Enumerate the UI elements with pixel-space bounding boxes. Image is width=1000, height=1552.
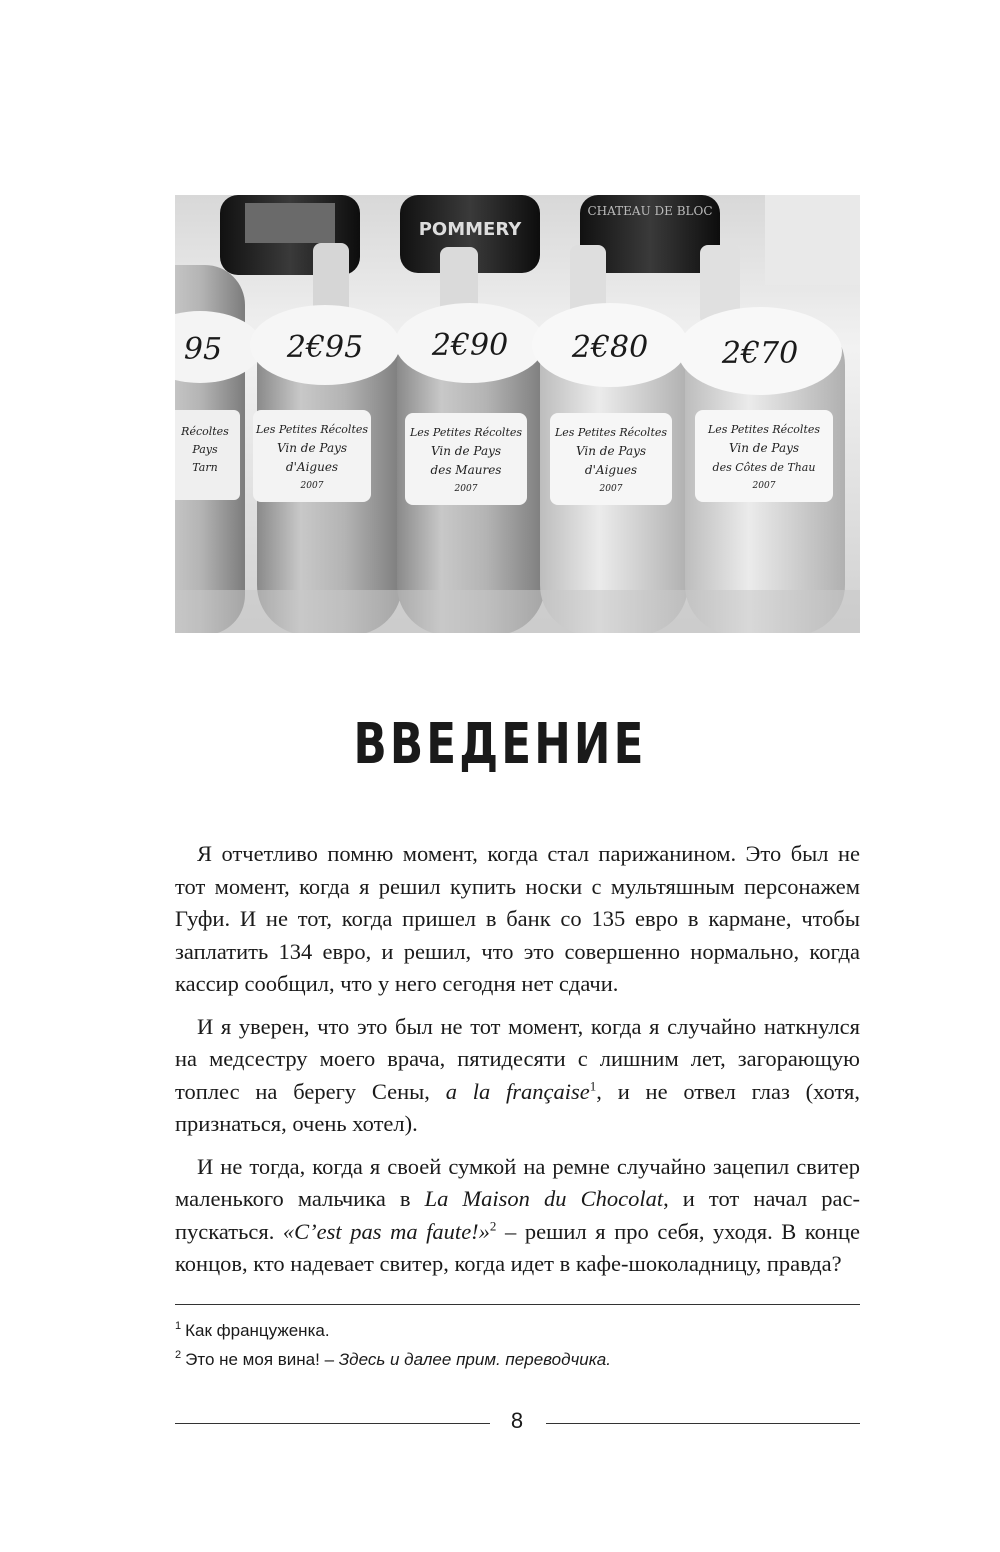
footnote-1: $^1$ Как француженка. xyxy=(175,1320,330,1340)
price-tag-2: 2€95 xyxy=(286,330,364,365)
italic-phrase: La Maison du Chocolat xyxy=(424,1186,664,1211)
svg-text:des Maures: des Maures xyxy=(430,463,502,477)
bottle-label-4 xyxy=(550,413,672,505)
footnote-ref-1: 1 xyxy=(589,1078,597,1093)
pommery-brand: POMMERY xyxy=(418,219,522,240)
body-text xyxy=(175,838,860,1291)
wine-bottles-photo xyxy=(175,195,860,633)
footnote-2: $^2$ Это не моя вина! – Здесь и далее прим. переводчика. xyxy=(175,1349,611,1369)
page-number-rule-left xyxy=(175,1423,490,1424)
bottle-label-5 xyxy=(695,410,833,502)
footnotes xyxy=(175,1316,860,1374)
price-tag-3: 2€90 xyxy=(431,328,509,363)
bottle-label-3 xyxy=(405,413,527,505)
page-number-rule-right xyxy=(546,1423,860,1424)
footnote-ref-2: 2 xyxy=(489,1218,497,1233)
svg-text:d'Aigues: d'Aigues xyxy=(584,463,638,477)
paragraph-3: И не тогда, когда я своей сумкой на ремне случайно зацепил свитер маленького мальчика в La Maison du Chocolat, и тот начал распускаться. «C’est pas ma faute!»$^2$ – решил я про себя, уходя. В конце концов, кто надевает свитер, когда идет в кафе-шоколадницу, правда? xyxy=(175,1153,860,1276)
svg-text:Les Petites Récoltes: Les Petites Récoltes xyxy=(707,423,821,436)
svg-text:Les Petites Récoltes: Les Petites Récoltes xyxy=(255,423,369,436)
bottle-label-2 xyxy=(253,410,371,502)
chateau-brand: CHATEAU DE BLOC xyxy=(587,204,713,218)
footnote-divider xyxy=(175,1304,860,1305)
price-tag-4: 2€80 xyxy=(571,330,649,365)
svg-text:2007: 2007 xyxy=(454,484,478,494)
svg-text:Les Petites Récoltes: Les Petites Récoltes xyxy=(409,426,523,439)
price-tag-5: 2€70 xyxy=(721,336,799,371)
paragraph-1: Я отчетливо помню момент, когда стал парижанином. Это был не тот момент, когда я решил купить носки с мультяшным персонажем Гуфи. И не тот, когда пришел в банк со 135 евро в кармане, чтобы заплатить 134 евро, и решил, что это совершенно нормально, когда кассир сообщил, что у него сегодня нет сдачи. xyxy=(175,841,860,996)
svg-text:d'Aigues: d'Aigues xyxy=(285,460,339,474)
paragraph-2: И я уверен, что это был не тот момент, когда я случайно наткнулся на медсестру моего врача, пятидесяти с лишним лет, загорающую топлес на берегу Сены, a la française$^1$, и не отвел глаз (хотя, признаться, очень хотел). xyxy=(175,1013,860,1136)
svg-text:2007: 2007 xyxy=(752,481,776,491)
bottle-label-1 xyxy=(175,410,240,500)
price-tag-1: 95 xyxy=(183,332,223,367)
svg-text:2007: 2007 xyxy=(599,484,623,494)
svg-text:Vin de Pays: Vin de Pays xyxy=(430,444,502,458)
svg-text:Vin de Pays: Vin de Pays xyxy=(276,441,348,455)
chapter-title: ВВЕДЕНИЕ xyxy=(353,712,647,777)
svg-text:2007: 2007 xyxy=(300,481,324,491)
italic-phrase: a la française xyxy=(445,1078,590,1104)
svg-text:Vin de Pays: Vin de Pays xyxy=(575,444,647,458)
svg-text:Vin de Pays: Vin de Pays xyxy=(728,441,800,455)
svg-text:Tarn: Tarn xyxy=(192,461,218,474)
svg-text:Pays: Pays xyxy=(192,443,218,456)
italic-quote: «C’est pas ma faute!» xyxy=(282,1218,490,1244)
page-number: 8 xyxy=(510,1408,524,1433)
svg-text:Récoltes: Récoltes xyxy=(181,425,229,438)
svg-text:des Côtes de Thau: des Côtes de Thau xyxy=(712,461,816,474)
svg-text:Les Petites Récoltes: Les Petites Récoltes xyxy=(554,426,668,439)
